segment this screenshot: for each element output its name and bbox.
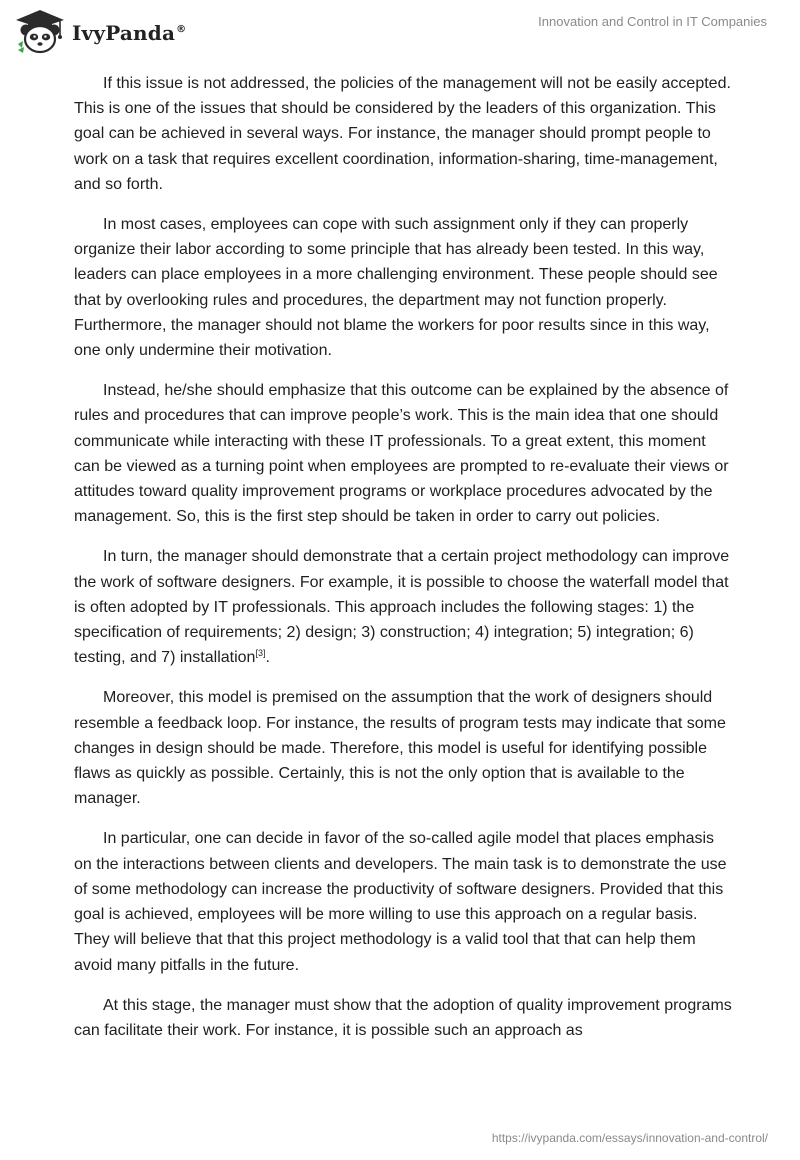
paragraph: At this stage, the manager must show that the adoption of quality improvement programs can facilitate their work. For instance, it is possible such an approach as: [74, 996, 732, 1039]
paragraph: If this issue is not addressed, the policies of the management will not be easily accepted. This is one of the issues that should be considered by the leaders of this organization. This goal can be achieved in several ways. For instance, the manager should prompt people to work on a task that requires excellent coordination, information-sharing, time-management, and so forth.: [74, 75, 731, 193]
panda-graduate-icon: [14, 8, 66, 54]
essay-body: [74, 71, 734, 1058]
page-header: [0, 0, 800, 64]
paragraph-end-punctuation: .: [265, 649, 270, 667]
brand-name-text: IvyPanda: [72, 21, 176, 45]
paragraph: In most cases, employees can cope with such assignment only if they can properly organize their labor according to some principle that has already been tested. In this way, leaders can place employees in a more challenging environment. These people should see that by overlooking rules and procedures, the department may not function properly. Furthermore, the manager should not blame the workers for poor results since in this way, one only undermine their motivation.: [74, 216, 718, 360]
paragraph-with-citation: [74, 544, 734, 670]
paragraph-text: In turn, the manager should demonstrate that a certain project methodology can improve the work of software designers. For example, it is possible to choose the waterfall model that is often adopted by IT professionals. This approach includes the following stages: 1) the specification of requirements; 2) design; 3) construction; 4) integration; 5) integration; 6) testing, and 7) installation: [74, 548, 730, 667]
brand-name: [72, 21, 186, 45]
paragraph: Moreover, this model is premised on the assumption that the work of designers should resemble a feedback loop. For instance, the results of program tests may indicate that some changes in design should be made. Therefore, this model is useful for identifying possible flaws as quickly as possible. Certainly, this is not the only option that is available to the manager.: [74, 689, 726, 808]
paragraph: In particular, one can decide in favor of the so-called agile model that places emphasis on the interactions between clients and developers. The main task is to demonstrate the use of some methodology can increase the productivity of software designers. Provided that this goal is achieved, employees will be more willing to use this approach on a regular basis. They will believe that that this project methodology is a valid tool that that can help them avoid many pitfalls in the future.: [74, 830, 727, 974]
citation-link[interactable]: [3]: [255, 648, 266, 659]
registered-mark: ®: [176, 24, 187, 36]
paragraph: Instead, he/she should emphasize that this outcome can be explained by the absence of rules and procedures that can improve people’s work. This is the main idea that one should communicate while interacting with these IT professionals. To a great extent, this moment can be viewed as a turning point when employees are prompted to re-evaluate their views or attitudes toward quality improvement programs or workplace procedures advocated by the management. So, this is the first step should be taken in order to carry out policies.: [74, 382, 729, 526]
document-title: Innovation and Control in IT Companies: [538, 14, 767, 29]
footer-url[interactable]: https://ivypanda.com/essays/innovation-and-control/: [491, 1131, 768, 1145]
brand-logo[interactable]: [14, 8, 186, 54]
